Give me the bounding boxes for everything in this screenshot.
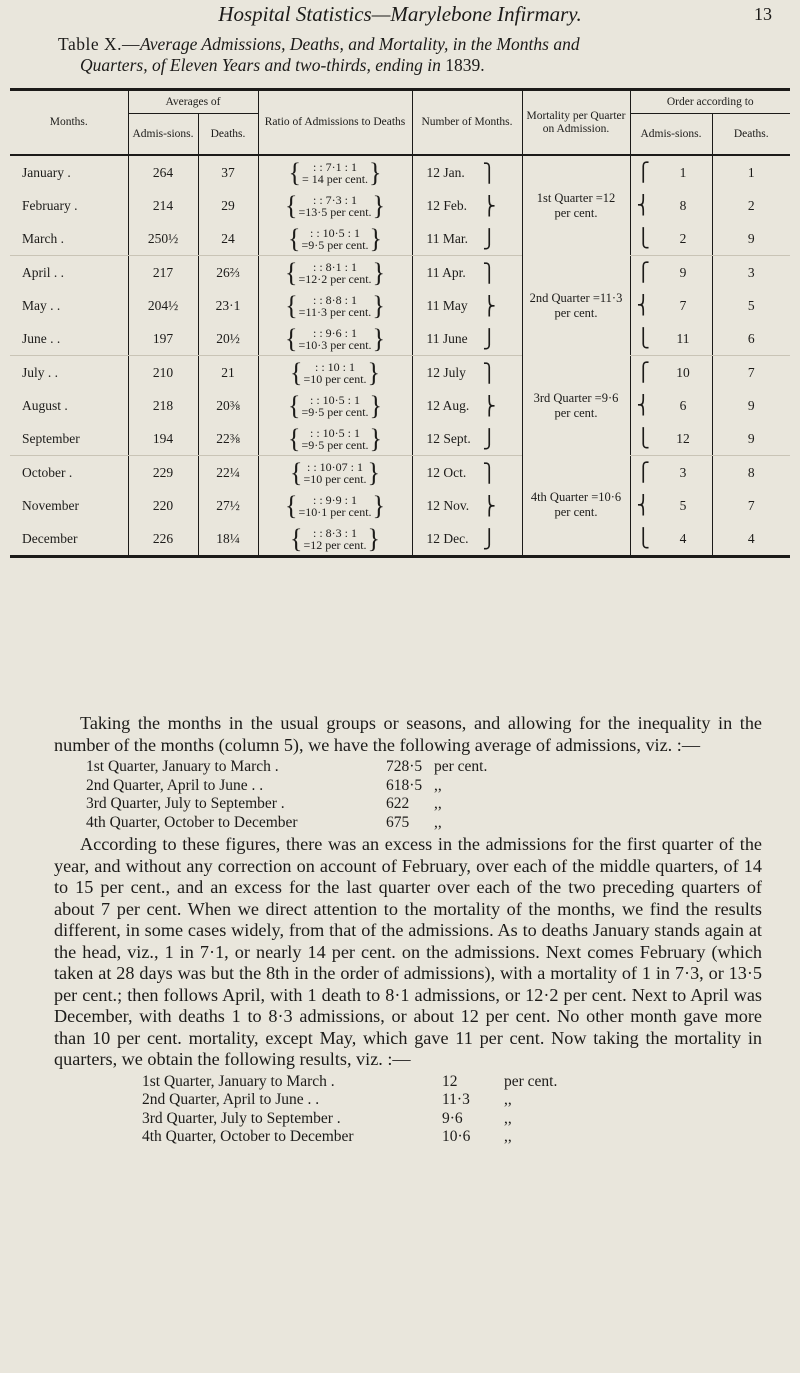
table-row	[10, 356, 790, 390]
header-order-admissions: Admis-sions.	[630, 114, 712, 156]
ratio-percent: =10 per cent.	[303, 371, 367, 386]
ratio-value: : : 7·1 : 1	[312, 159, 357, 174]
ratio-value: : : 10·5 : 1	[309, 225, 360, 240]
table-row	[10, 256, 790, 290]
cell-month-count: 12 July ⎫	[412, 356, 522, 390]
cell-month-count: 11 June ⎭	[412, 322, 522, 356]
admissions-list-item	[54, 777, 762, 796]
order-admissions-value: 3	[679, 464, 687, 480]
quarter-value: 11·3	[442, 1091, 470, 1108]
cell-deaths: 22¼	[198, 456, 258, 490]
table-row	[10, 289, 790, 322]
quarter-name: 3rd Quarter, July to September .	[142, 1109, 341, 1127]
cell-order-deaths: 9	[712, 422, 790, 456]
ratio-value: : : 9·6 : 1	[312, 325, 357, 340]
header-order-according-to: Order according to	[630, 91, 790, 114]
cell-deaths: 24	[198, 222, 258, 256]
cell-order-deaths: 8	[712, 456, 790, 490]
ratio-percent: =9·5 per cent.	[301, 437, 369, 452]
ratio-percent: =9·5 per cent.	[301, 237, 369, 252]
table-row	[10, 522, 790, 555]
cell-ratio: { : : 10 : 1 =10 per cent. }	[258, 356, 412, 390]
table-caption	[58, 34, 758, 76]
cell-month-count: 12 Feb. ⎬	[412, 189, 522, 222]
cell-admissions: 226	[128, 522, 198, 555]
cell-quarter-mortality: 2nd Quarter =11·3 per cent.	[522, 256, 630, 356]
cell-deaths: 26⅔	[198, 256, 258, 290]
statistics-table-wrapper	[10, 88, 790, 558]
cell-month-count: 12 Oct. ⎫	[412, 456, 522, 490]
cell-admissions: 210	[128, 356, 198, 390]
paragraph-intro: Taking the months in the usual groups or seasons, and allowing for the inequality in the number of the months (column 5), we have the following average of admissions, viz. :—	[54, 713, 762, 755]
quarter-value: 675	[386, 813, 410, 831]
ratio-percent: =11·3 per cent.	[298, 304, 372, 319]
month-count: 12 Sept.	[426, 430, 471, 446]
cell-month: April . .	[22, 264, 64, 280]
cell-month-count: 12 Sept. ⎭	[412, 422, 522, 456]
quarter-name: 2nd Quarter, April to June . .	[142, 1091, 320, 1108]
ratio-value: : : 10·5 : 1	[309, 392, 360, 407]
cell-order-deaths: 1	[712, 156, 790, 189]
ratio-percent: =9·5 per cent.	[301, 404, 369, 419]
order-admissions-value: 12	[676, 430, 690, 446]
mortality-list-item	[54, 1128, 762, 1147]
header-months: Months.	[49, 116, 88, 128]
cell-ratio: { : : 8·1 : 1 =12·2 per cent. }	[258, 256, 412, 290]
ratio-percent: =13·5 per cent.	[298, 204, 372, 219]
page-number: 13	[754, 4, 772, 24]
quarter-value: 9·6	[442, 1109, 463, 1127]
month-count: 12 Aug.	[426, 397, 470, 413]
mortality-list	[54, 1073, 762, 1147]
cell-admissions: 250½	[128, 222, 198, 256]
order-admissions-value: 2	[679, 230, 687, 246]
order-admissions-value: 8	[679, 197, 687, 213]
ratio-percent: = 14 per cent.	[301, 171, 369, 186]
cell-order-admissions: ⎩ 12	[630, 422, 712, 456]
table-row	[10, 156, 790, 189]
month-count: 11 May	[426, 297, 468, 313]
cell-deaths: 18¼	[198, 522, 258, 555]
table-title-line2: Quarters, of Eleven Years and two-thirds, ending in	[80, 55, 441, 75]
cell-ratio: { : : 8·8 : 1 =11·3 per cent. }	[258, 289, 412, 322]
table-row	[10, 389, 790, 422]
table-row	[10, 222, 790, 256]
cell-deaths: 27½	[198, 489, 258, 522]
cell-quarter-mortality: 1st Quarter =12 per cent.	[522, 156, 630, 256]
cell-order-admissions: ⎧ 9	[630, 256, 712, 290]
ratio-percent: =10·1 per cent.	[298, 504, 372, 519]
table-body	[10, 156, 790, 555]
admissions-list-item	[54, 758, 762, 777]
cell-order-deaths: 7	[712, 356, 790, 390]
quarter-unit: per cent.	[434, 758, 488, 775]
cell-ratio: { : : 10·07 : 1 =10 per cent. }	[258, 456, 412, 490]
cell-quarter-mortality: 3rd Quarter =9·6 per cent.	[522, 356, 630, 456]
cell-month: June . .	[10, 322, 128, 356]
table-row	[10, 322, 790, 356]
header-order-deaths: Deaths.	[712, 114, 790, 156]
body-text	[54, 713, 762, 1149]
ratio-percent: =10·3 per cent.	[298, 337, 372, 352]
header-ratio: Ratio of Admissions to Deaths	[258, 91, 412, 155]
cell-order-deaths: 9	[712, 389, 790, 422]
running-head	[0, 2, 800, 30]
cell-ratio: { : : 7·3 : 1 =13·5 per cent. }	[258, 189, 412, 222]
cell-order-deaths: 6	[712, 322, 790, 356]
cell-month: August .	[22, 397, 68, 413]
quarter-value: 728·5	[386, 758, 423, 775]
quarter-name: 3rd Quarter, July to September .	[86, 795, 285, 812]
cell-ratio: { : : 10·5 : 1 =9·5 per cent. }	[258, 422, 412, 456]
header-mortality: Mortality per Quarter on Admission.	[522, 91, 630, 155]
quarter-name: 4th Quarter, October to December	[86, 813, 298, 831]
table-row	[10, 422, 790, 456]
quarter-value: 622	[386, 795, 410, 812]
quarter-unit: ,,	[434, 813, 442, 831]
cell-admissions: 197	[128, 322, 198, 356]
cell-month: July . .	[22, 364, 59, 380]
cell-month: November	[22, 497, 79, 513]
month-count: 12 Jan.	[426, 164, 465, 180]
paragraph-analysis: According to these figures, there was an excess in the admissions for the first quarter of the year, and without any correction on account of February, over each of the middle quarters, of 14 to 15 per cent., and an excess for the last quarter over each of the two preceding quarters of about 7 per cent. When we direct attention to the mortality of the months, we find the results different, in some cases widely, from that of the admissions. As to deaths January stands again at the head, viz., 1 in 7·1, or nearly 14 per cent. on the admissions. Next comes February (which taken at 28 days was but the 8th in the order of admissions), with a mortality of 1 in 7·3, or 13·5 per cent.; then follows April, with 1 death to 8·1 admissions, or 12·2 per cent. Next to April was December, with deaths 1 to 8·3 admissions, or about 12 per cent. No other month gave more than 10 per cent. mortality, except May, which gave 11 per cent. Now taking the mortality in quarters, we obtain the following results, viz. :—	[54, 834, 762, 1069]
cell-ratio: { : : 9·9 : 1 =10·1 per cent. }	[258, 489, 412, 522]
quarter-value: 618·5	[386, 776, 423, 794]
ratio-value: : : 7·3 : 1	[312, 192, 357, 207]
cell-admissions: 214	[128, 189, 198, 222]
mortality-list-item	[54, 1073, 762, 1092]
cell-ratio: { : : 10·5 : 1 =9·5 per cent. }	[258, 389, 412, 422]
cell-admissions: 229	[128, 456, 198, 490]
cell-order-admissions: ⎩ 2	[630, 222, 712, 256]
cell-month: January .	[22, 164, 71, 180]
cell-month: May . .	[22, 297, 61, 313]
ratio-value: : : 9·9 : 1	[312, 492, 357, 507]
month-count: 11 Apr.	[426, 264, 466, 280]
cell-order-admissions: ⎨ 5	[630, 489, 712, 522]
statistics-table	[10, 91, 790, 555]
cell-month-count: 11 May ⎬	[412, 289, 522, 322]
order-admissions-value: 9	[679, 264, 687, 280]
order-admissions-value: 1	[679, 164, 687, 180]
running-title: Hospital Statistics—Marylebone Infirmary.	[218, 2, 582, 26]
quarter-unit: ,,	[504, 1128, 512, 1145]
cell-admissions: 264	[128, 156, 198, 189]
cell-order-deaths: 9	[712, 222, 790, 256]
quarter-name: 1st Quarter, January to March .	[142, 1072, 335, 1090]
cell-deaths: 37	[198, 156, 258, 189]
cell-order-admissions: ⎩ 4	[630, 522, 712, 555]
cell-ratio: { : : 8·3 : 1 =12 per cent. }	[258, 522, 412, 555]
cell-order-admissions: ⎨ 7	[630, 289, 712, 322]
quarter-unit: ,,	[434, 776, 442, 794]
cell-order-deaths: 5	[712, 289, 790, 322]
cell-month: December	[22, 530, 78, 546]
order-admissions-value: 4	[679, 530, 687, 546]
order-admissions-value: 7	[679, 297, 687, 313]
cell-month: October .	[22, 464, 73, 480]
cell-order-admissions: ⎧ 10	[630, 356, 712, 390]
table-row	[10, 189, 790, 222]
cell-deaths: 22⅜	[198, 422, 258, 456]
cell-deaths: 21	[198, 356, 258, 390]
mortality-list-item	[54, 1110, 762, 1129]
month-count: 11 Mar.	[426, 230, 468, 246]
cell-deaths: 23·1	[198, 289, 258, 322]
order-admissions-value: 6	[679, 397, 687, 413]
order-admissions-value: 10	[676, 364, 690, 380]
admissions-list	[54, 758, 762, 832]
ratio-value: : : 10·07 : 1	[306, 459, 363, 474]
cell-month-count: 11 Apr. ⎫	[412, 256, 522, 290]
month-count: 12 Oct.	[426, 464, 467, 480]
ratio-value: : : 10 : 1	[314, 359, 355, 374]
cell-ratio: { : : 7·1 : 1 = 14 per cent. }	[258, 156, 412, 189]
ratio-percent: =12 per cent.	[303, 537, 367, 552]
cell-order-admissions: ⎧ 1	[630, 156, 712, 189]
cell-deaths: 29	[198, 189, 258, 222]
cell-deaths: 20⅜	[198, 389, 258, 422]
header-averages-of: Averages of	[128, 91, 258, 114]
cell-month-count: 11 Mar. ⎭	[412, 222, 522, 256]
header-deaths: Deaths.	[198, 114, 258, 156]
mortality-list-item	[54, 1091, 762, 1110]
ratio-value: : : 8·3 : 1	[312, 525, 357, 540]
cell-month: February .	[22, 197, 78, 213]
ratio-percent: =12·2 per cent.	[298, 271, 372, 286]
order-admissions-value: 11	[676, 330, 690, 346]
month-count: 12 July	[426, 364, 466, 380]
cell-month-count: 12 Nov. ⎬	[412, 489, 522, 522]
cell-month: September	[10, 422, 128, 456]
quarter-name: 2nd Quarter, April to June . .	[86, 776, 264, 794]
cell-admissions: 218	[128, 389, 198, 422]
quarter-unit: ,,	[504, 1091, 512, 1108]
ratio-percent: =10 per cent.	[303, 471, 367, 486]
cell-order-deaths: 4	[712, 522, 790, 555]
cell-admissions: 204½	[128, 289, 198, 322]
cell-deaths: 20½	[198, 322, 258, 356]
header-admissions: Admis-sions.	[128, 114, 198, 156]
month-count: 12 Nov.	[426, 497, 470, 513]
cell-ratio: { : : 9·6 : 1 =10·3 per cent. }	[258, 322, 412, 356]
quarter-value: 12	[442, 1072, 458, 1090]
cell-month-count: 12 Dec. ⎭	[412, 522, 522, 555]
month-count: 12 Feb.	[426, 197, 467, 213]
ratio-value: : : 10·5 : 1	[309, 425, 360, 440]
order-admissions-value: 5	[679, 497, 687, 513]
header-number-of-months: Number of Months.	[412, 91, 522, 155]
table-row	[10, 456, 790, 490]
table-year: 1839.	[445, 55, 485, 75]
cell-month-count: 12 Jan. ⎫	[412, 156, 522, 189]
cell-order-admissions: ⎩ 11	[630, 322, 712, 356]
cell-admissions: 220	[128, 489, 198, 522]
cell-order-admissions: ⎨ 6	[630, 389, 712, 422]
quarter-name: 1st Quarter, January to March .	[86, 758, 279, 775]
cell-ratio: { : : 10·5 : 1 =9·5 per cent. }	[258, 222, 412, 256]
quarter-unit: ,,	[434, 795, 442, 812]
cell-order-deaths: 3	[712, 256, 790, 290]
table-label: Table X.—	[58, 34, 141, 54]
admissions-list-item	[54, 814, 762, 833]
table-title-line1: Average Admissions, Deaths, and Mortality, in the Months and	[140, 34, 580, 54]
quarter-value: 10·6	[442, 1128, 471, 1145]
cell-order-deaths: 7	[712, 489, 790, 522]
cell-order-deaths: 2	[712, 189, 790, 222]
table-row	[10, 489, 790, 522]
cell-admissions: 194	[128, 422, 198, 456]
quarter-unit: per cent.	[504, 1072, 558, 1090]
ratio-value: : : 8·8 : 1	[312, 292, 357, 307]
month-count: 12 Dec.	[426, 530, 469, 546]
cell-month: March .	[10, 222, 128, 256]
ratio-value: : : 8·1 : 1	[312, 259, 357, 274]
cell-quarter-mortality: 4th Quarter =10·6 per cent.	[522, 456, 630, 556]
admissions-list-item	[54, 795, 762, 814]
cell-admissions: 217	[128, 256, 198, 290]
quarter-unit: ,,	[504, 1109, 512, 1127]
quarter-name: 4th Quarter, October to December	[142, 1128, 354, 1145]
cell-month-count: 12 Aug. ⎬	[412, 389, 522, 422]
cell-order-admissions: ⎧ 3	[630, 456, 712, 490]
cell-order-admissions: ⎨ 8	[630, 189, 712, 222]
month-count: 11 June	[426, 330, 468, 346]
